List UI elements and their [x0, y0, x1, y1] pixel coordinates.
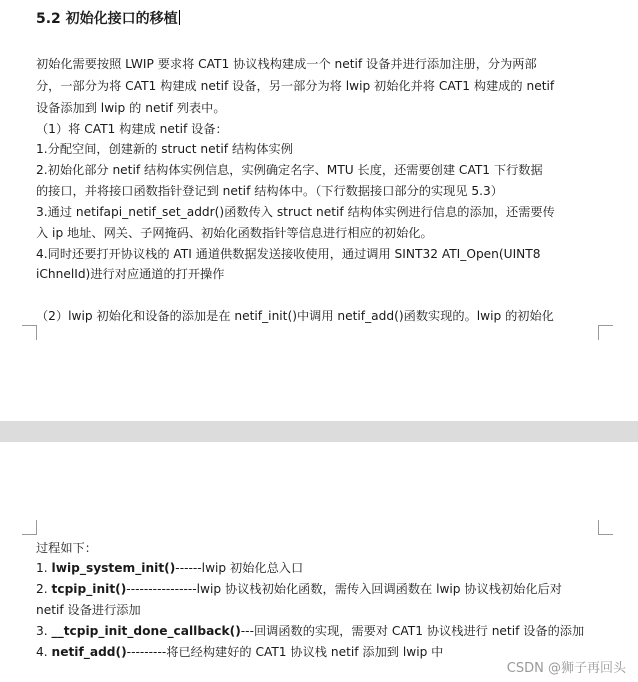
paragraph-line: 过程如下： — [36, 541, 97, 555]
text-cursor — [179, 10, 180, 25]
paragraph-line: （2）lwip 初始化和设备的添加是在 netif_init()中调用 netif_add()函数实现的。lwip 的初始化 — [36, 309, 554, 323]
page-corner-mark — [22, 325, 37, 340]
page-corner-mark — [598, 520, 613, 535]
page-corner-mark — [22, 520, 37, 535]
paragraph-line: 设备添加到 lwip 的 netif 列表中。 — [36, 101, 226, 115]
paragraph-line: 入 ip 地址、网关、子网掩码、初始化函数指针等信息进行相应的初始化。 — [36, 226, 433, 240]
step-line: netif 设备进行添加 — [36, 603, 141, 617]
function-name: tcpip_init() — [51, 582, 127, 596]
paragraph-line: 初始化需要按照 LWIP 要求将 CAT1 协议栈构建成一个 netif 设备并进行添加注册，分为两部 — [36, 57, 537, 71]
document-page-2 — [0, 442, 638, 682]
step-line: 1. lwip_system_init()------lwip 初始化总入口 — [36, 561, 304, 575]
paragraph-line: 2.初始化部分 netif 结构体实例信息，实例确定名字、MTU 长度，还需要创建 CAT1 下行数据 — [36, 163, 543, 177]
paragraph-line: 1.分配空间，创建新的 struct netif 结构体实例 — [36, 142, 293, 156]
paragraph-line: iChnelId)进行对应通道的打开操作 — [36, 267, 225, 281]
function-name: lwip_system_init() — [51, 561, 176, 575]
page-gap — [0, 421, 638, 442]
paragraph-line: 的接口，并将接口函数指针登记到 netif 结构体中。（下行数据接口部分的实现见 5.3） — [36, 184, 503, 198]
paragraph-line: 4.同时还要打开协议栈的 ATI 通道供数据发送接收使用，通过调用 SINT32 ATI_Open(UINT8 — [36, 247, 541, 261]
step-line: 4. netif_add()---------将已经构建好的 CAT1 协议栈 netif 添加到 lwip 中 — [36, 645, 444, 659]
paragraph-line: 分，一部分为将 CAT1 构建成 netif 设备，另一部分为将 lwip 初始化并将 CAT1 构建成的 netif — [36, 79, 555, 93]
paragraph-line: （1）将 CAT1 构建成 netif 设备： — [36, 122, 228, 136]
page-corner-mark — [598, 325, 613, 340]
csdn-watermark: CSDN @狮子再回头 — [506, 661, 626, 676]
section-heading: 5.2 初始化接口的移植 — [36, 11, 178, 27]
function-name: netif_add() — [51, 645, 127, 659]
step-line: 3. __tcpip_init_done_callback()---回调函数的实现，需要对 CAT1 协议栈进行 netif 设备的添加 — [36, 624, 585, 638]
function-name: __tcpip_init_done_callback() — [51, 624, 241, 638]
step-line: 2. tcpip_init()----------------lwip 协议栈初始化函数，需传入回调函数在 lwip 协议栈初始化后对 — [36, 582, 562, 596]
paragraph-line: 3.通过 netifapi_netif_set_addr()函数传入 struct netif 结构体实例进行信息的添加，还需要传 — [36, 205, 555, 219]
